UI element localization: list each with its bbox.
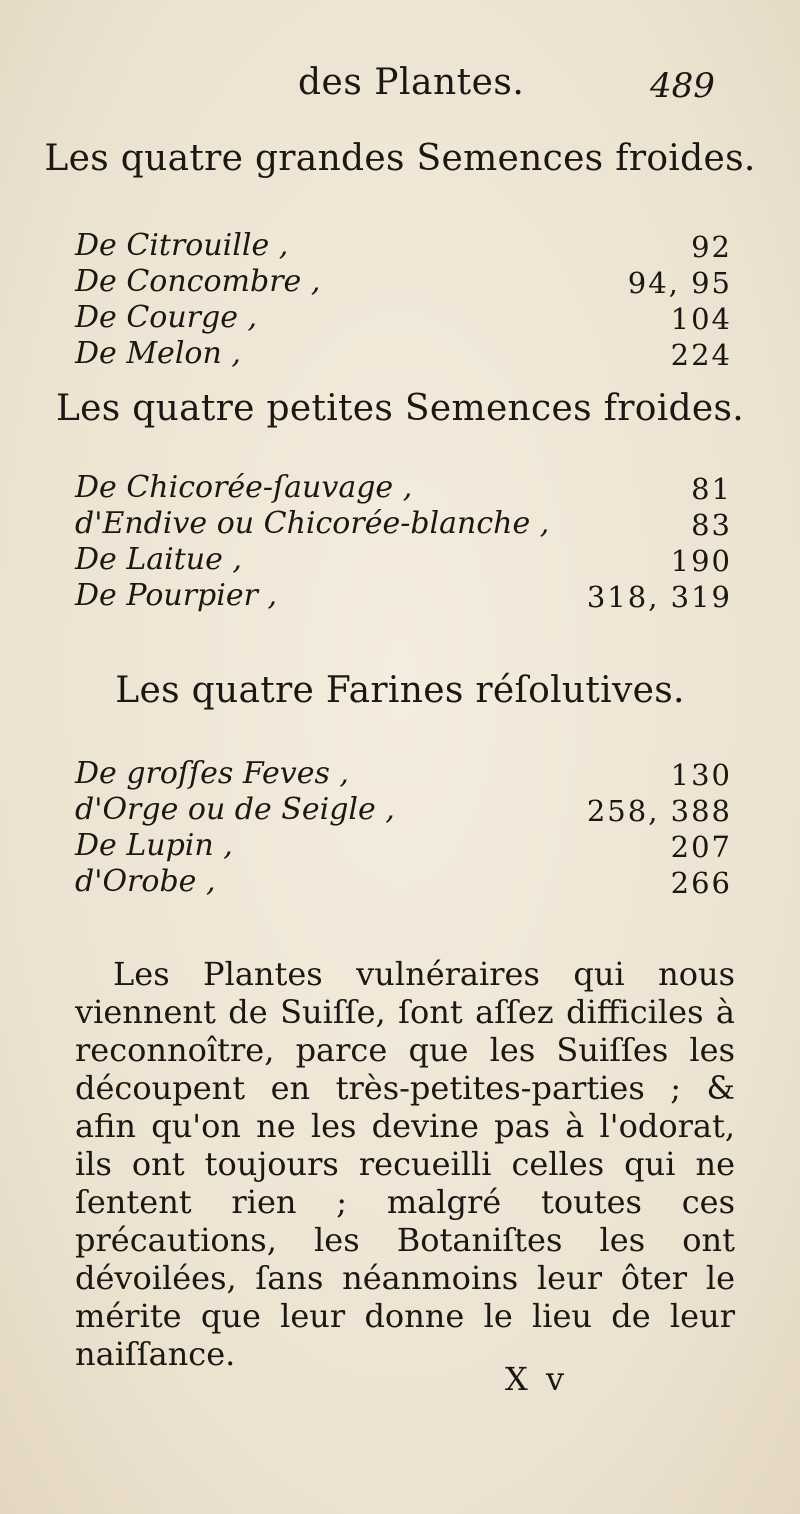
section-title-farines: Les quatre Farines réſolutives.: [115, 670, 685, 711]
list-farines: [0, 756, 800, 900]
page-number: 489: [650, 66, 715, 106]
entry-pages: 104: [670, 302, 732, 336]
entry-pages: 318, 319: [586, 580, 732, 614]
entry-pages: 83: [691, 508, 732, 542]
list-item: [0, 756, 800, 792]
section-title-grandes-semences: Les quatre grandes Semences froides.: [44, 138, 756, 179]
entry-pages: 130: [670, 758, 732, 792]
running-title: des Plantes.: [298, 62, 525, 103]
list-item: [0, 828, 800, 864]
list-item: [0, 578, 800, 614]
entry-name: De Concombre ,: [75, 264, 321, 299]
entry-pages: 266: [670, 866, 732, 900]
entry-name: De Citrouille ,: [75, 228, 289, 263]
entry-name: De Courge ,: [75, 300, 258, 335]
entry-name: d'Endive ou Chicorée-blanche ,: [75, 506, 550, 541]
entry-pages: 81: [691, 472, 732, 506]
list-petites-semences: [0, 470, 800, 614]
entry-pages: 94, 95: [627, 266, 732, 300]
list-grandes-semences: [0, 228, 800, 372]
entry-name: De Laitue ,: [75, 542, 242, 577]
entry-name: De Chicorée-ſauvage ,: [75, 470, 413, 505]
list-item: [0, 470, 800, 506]
list-item: [0, 542, 800, 578]
entry-pages: 207: [670, 830, 732, 864]
entry-pages: 92: [691, 230, 732, 264]
list-item: [0, 300, 800, 336]
entry-name: d'Orobe ,: [75, 864, 216, 899]
entry-name: De Lupin ,: [75, 828, 233, 863]
entry-pages: 258, 388: [586, 794, 732, 828]
entry-pages: 224: [670, 338, 732, 372]
entry-name: d'Orge ou de Seigle ,: [75, 792, 395, 827]
paragraph-text: Les Plantes vulnéraires qui nous viennent de Suiſſe, ſont aſſez difficiles à reconnoître, parce que les Suiſſes les découpent en très-petites-parties ; & afin qu'on ne les devine pas à l'odorat, ils ont toujours recueilli celles qui ne ſentent rien ; malgré toutes ces précautions, les Botaniſtes les ont dévoilées, ſans néanmoins leur ôter le mérite que leur donne le lieu de leur naiſſance.: [75, 955, 735, 1373]
entry-name: De Melon ,: [75, 336, 241, 371]
entry-name: De Pourpier ,: [75, 578, 278, 613]
list-item: [0, 506, 800, 542]
section-title-petites-semences: Les quatre petites Semences froides.: [55, 388, 745, 429]
entry-pages: 190: [670, 544, 732, 578]
list-item: [0, 336, 800, 372]
entry-name: De groſſes Feves ,: [75, 756, 349, 791]
list-item: [0, 792, 800, 828]
list-item: [0, 264, 800, 300]
list-item: [0, 864, 800, 900]
catchword: X v: [505, 1360, 569, 1398]
list-item: [0, 228, 800, 264]
page-header: [0, 62, 800, 112]
body-paragraph: [75, 955, 735, 1373]
